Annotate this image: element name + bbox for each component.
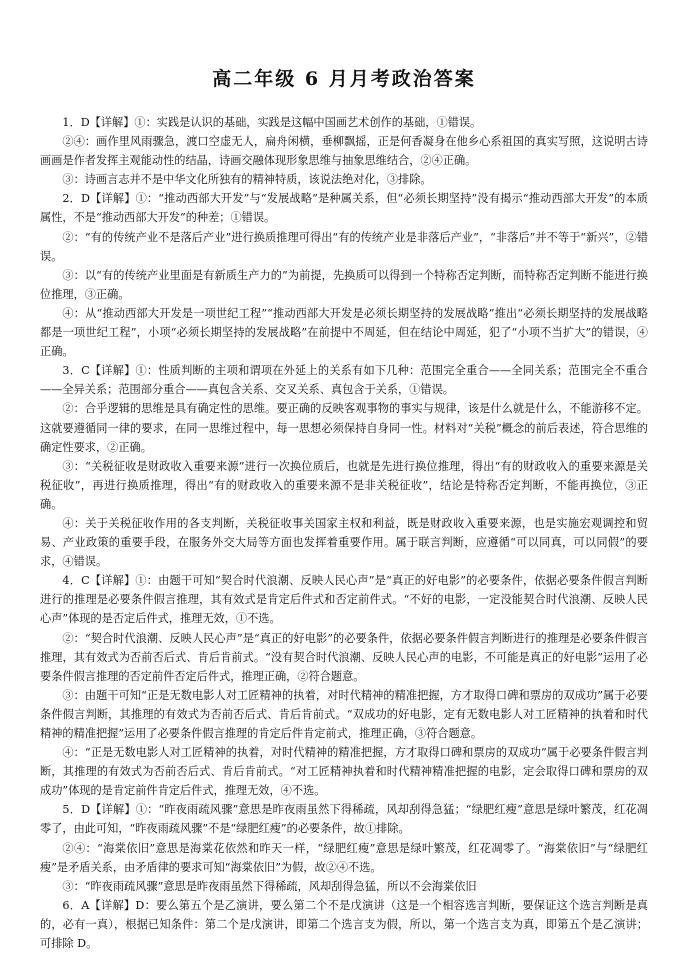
answer-paragraph: ③：由题干可知“正是无数电影人对工匠精神的执着，对时代精神的精准把握，方才取得口碑和票房的双成功”属于必要条件假言判断，其推理的有效式为否前否后式、肯后肯前式。“双成功的好电影，定有无数电影人对工匠精神的执着和时代精神的精准把握”运用了必要条件假言推理的肯定后件肯定前式，推理正确，③符合题意。 — [40, 688, 648, 740]
answer-paragraph: ③：诗画言志并不是中华文化所独有的精神特质，该说法绝对化，③排除。 — [62, 173, 432, 187]
answer-paragraph: ②④：画作里风雨骤急，渡口空虚无人，扁舟闲横，垂柳飘摇，正是何香凝身在他乡心系祖国的真实写照，这说明古诗画画是作者发挥主观能动性的结晶，诗画交融体现形象思维与抽象思维结合，②④正确。 — [40, 135, 648, 168]
answer-paragraph: ②：合乎逻辑的思维是具有确定性的思维。要正确的反映客观事物的事实与规律，该是什么就是什么，不能游移不定。这就要遵循同一律的要求，在同一思维过程中，每一思想必须保持自身同一性。材料对“关税”概念的前后表述，符合思维的确定性要求，②正确。 — [40, 402, 648, 454]
answer-paragraph: ④：“正是无数电影人对工匠精神的执着，对时代精神的精准把握，方才取得口碑和票房的双成功”属于必要条件假言判断，其推理的有效式为否前否后式、肯后肯前式。“对工匠精神执着和时代精神精准把握的电影，定会取得口碑和票房的双成功”体现的是肯定前件肯定后件式，推理无效，④不选。 — [40, 746, 648, 798]
answer-paragraph: ④：从“推动西部大开发是一项世纪工程”“推动西部大开发是必须长期坚持的发展战略”推出“必须长期坚持的发展战略都是一项世纪工程”，小项“必须长期坚持的发展战略”在前提中不周延，但在结论中周延，犯了“小项不当扩大”的错误，④正确。 — [40, 306, 648, 359]
answer-paragraph: ④：关于关税征收作用的各支判断，关税征收事关国家主权和利益，既是财政收入重要来源，也是实施宏观调控和贸易、产业政策的重要手段，在服务外交大局等方面也发挥着重要作用。属于联言判断，应遵循“可以同真，可以同假”的要求，④错误。 — [40, 516, 648, 569]
answer-paragraph: 3．C【详解】①：性质判断的主项和谓项在外延上的关系有如下几种：范围完全重合——全同关系；范围完全不重合——全异关系；范围部分重合——真包含关系、交叉关系、真包含于关系，①错误。 — [40, 364, 648, 397]
answer-paragraph: ③：“昨夜雨疏风骤”意思是昨夜雨虽然下得稀疏，风却刮得急猛，所以不会海棠依旧 — [62, 879, 477, 893]
answer-paragraph: 1．D【详解】①：实践是认识的基础，实践是这幅中国画艺术创作的基础，①错误。 — [62, 116, 482, 129]
answer-paragraph: ②：“有的传统产业不是落后产业”进行换质推理可得出“有的传统产业是非落后产业”，“非落后”并不等于“新兴”，②错误。 — [40, 230, 648, 263]
answer-paragraph: ②：“契合时代浪潮、反映人民心声”是“真正的好电影”的必要条件，依据必要条件假言判断进行的推理是必要条件假言推理，其有效式为否前否后式、肯后肯前式。“没有契合时代浪潮、反映人民心声的电影，不可能是真正的好电影”运用了必要条件假言推理的否定前件否定后件式，推理正确，②符合题意。 — [40, 631, 648, 683]
answer-paragraph: ③：以“有的传统产业里面是有新质生产力的”为前提，先换质可以得到一个特称否定判断，而特称否定判断不能进行换位推理，③正确。 — [40, 268, 648, 301]
answer-paragraph: 5．D【详解】①：“昨夜雨疏风骤”意思是昨夜雨虽然下得稀疏，风却刮得急猛；“绿肥红瘦”意思是绿叶繁茂，红花凋零了，由此可知，“昨夜雨疏风骤”不是“绿肥红瘦”的必要条件，故①排除。 — [40, 803, 648, 836]
document-title: 高二年级 6 月月考政治答案 — [212, 68, 476, 90]
answer-paragraph: 4．C【详解】①：由题干可知“契合时代浪潮、反映人民心声”是“真正的好电影”的必要条件，依据必要条件假言判断进行的推理是必要条件假言推理，其有效式是肯定后件式和否定前件式。“不好的电影，一定没能契合时代浪潮、反映人民心声”体现的是否定后件式，推理无效，①不选。 — [40, 574, 648, 626]
answer-paragraph: 6．A【详解】D：要么第五个是乙演讲，要么第二个不是戊演讲（这是一个相容选言判断，要保证这个选言判断是真的，必有一真），根据已知条件：第二个是戊演讲，即第二个选言支为假，所以，第一个选言支为真，即第五个是乙演讲；可排除 D。 — [40, 898, 648, 951]
answer-paragraph: ③：“关税征收是财政收入重要来源”进行一次换位质后，也就是先进行换位推理，得出“有的财政收入的重要来源是关税征收”，再进行换质推理，得出“有的财政收入的重要来源不是非关税征收”，结论是特称否定判断，不能再换位，③正确。 — [40, 459, 648, 511]
answer-paragraph: ②④：“海棠依旧”意思是海棠花依然和昨天一样，“绿肥红瘦”意思是绿叶繁茂，红花凋零了。“海棠依旧”与“绿肥红瘦”是矛盾关系，由矛盾律的要求可知“海棠依旧”为假，故②④不选。 — [40, 841, 648, 874]
answer-paragraph: 2．D【详解】①：“推动西部大开发”与“发展战略”是种属关系，但“必须长期坚持”没有揭示“推动西部大开发”的本质属性，不是“推动西部大开发”的种差；①错误。 — [40, 192, 648, 225]
